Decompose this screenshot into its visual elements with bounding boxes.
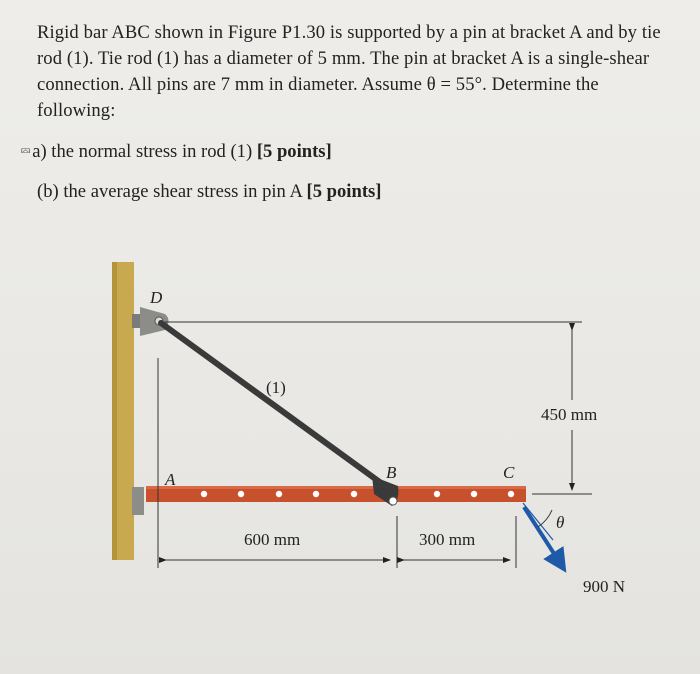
pin-b-icon xyxy=(389,497,397,505)
question-a-points: [5 points] xyxy=(256,141,332,162)
tie-rod-1 xyxy=(161,323,392,491)
rigid-bar-highlight xyxy=(146,486,526,489)
label-theta: θ xyxy=(556,513,565,532)
label-rod-1: (1) xyxy=(266,378,286,397)
problem-line: connection. All pins are 7 mm in diameter. Assume θ = 55°. Determine the xyxy=(37,74,599,95)
label-load: 900 N xyxy=(583,577,626,596)
bracket-d xyxy=(140,307,169,336)
label-d: D xyxy=(150,288,163,307)
question-b-points: [5 points] xyxy=(306,181,382,202)
problem-line: following: xyxy=(37,100,116,121)
label-dim-450: 450 mm xyxy=(541,405,598,424)
question-a-text: a) the normal stress in rod (1) xyxy=(32,141,257,162)
question-b-text: (b) the average shear stress in pin A xyxy=(37,181,307,202)
label-c: C xyxy=(503,463,515,482)
label-dim-600: 600 mm xyxy=(244,530,301,549)
label-a: A xyxy=(165,470,176,489)
problem-line: rod (1). Tie rod (1) has a diameter of 5 mm. The pin at bracket A is a single-shear xyxy=(37,48,650,69)
load-reference-line xyxy=(523,503,553,540)
problem-line: Rigid bar ABC shown in Figure P1.30 is supported by a pin at bracket A and by tie xyxy=(37,22,661,43)
wall-shade xyxy=(112,262,117,560)
label-dim-300: 300 mm xyxy=(419,530,476,549)
bracket-a xyxy=(132,487,144,515)
mouse-cursor-icon: ⮹ xyxy=(20,144,32,160)
label-b: B xyxy=(386,463,397,482)
